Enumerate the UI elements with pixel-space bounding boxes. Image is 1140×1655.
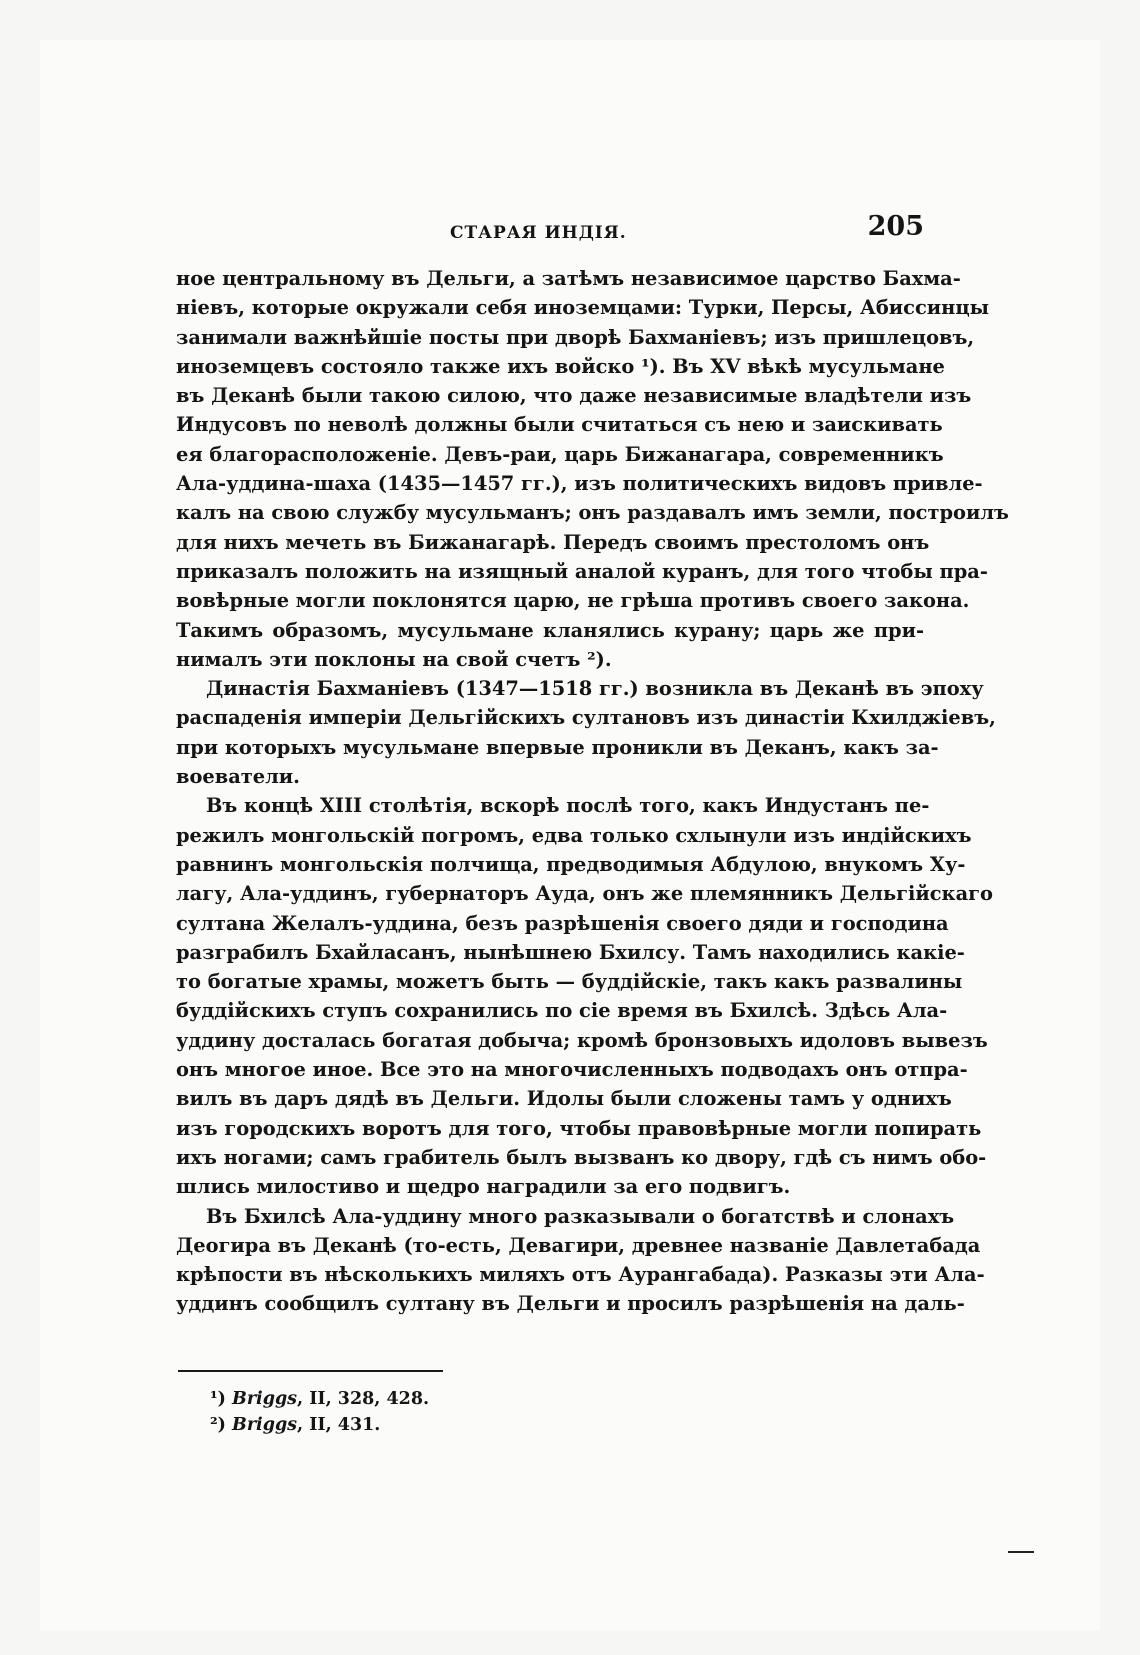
page-header	[176, 211, 924, 251]
text-line: воеватели.	[176, 765, 300, 789]
text-line: разграбилъ Бхайласанъ, нынѣшнею Бхилсу. Тамъ находились какіе-	[176, 940, 965, 964]
margin-mark	[1008, 1551, 1034, 1553]
paragraph	[176, 791, 993, 1201]
text-line: въ Деканѣ были такою силою, что даже независимые владѣтели изъ	[176, 384, 972, 408]
text-line: Въ Бхилсѣ Ала-уддину много разказывали о богатствѣ и слонахъ	[206, 1204, 955, 1228]
footnotes	[210, 1386, 610, 1438]
text-line: ея благорасположеніе. Девъ-раи, царь Бижанагара, современникъ	[176, 442, 944, 466]
text-line: для нихъ мечеть въ Бижанагарѣ. Передъ своимъ престоломъ онъ	[176, 530, 930, 554]
footnote-source: Briggs	[232, 1415, 298, 1435]
footnote-source: Briggs	[232, 1389, 298, 1409]
text-line: то богатые храмы, можетъ быть — буддійскіе, такъ какъ развалины	[176, 970, 963, 994]
text-line: султана Желалъ-уддина, безъ разрѣшенія своего дяди и господина	[176, 911, 949, 935]
text-line: нималъ эти поклоны на свой счетъ ²).	[176, 647, 612, 671]
text-line: режилъ монгольскій погромъ, едва только схлынули изъ индійскихъ	[176, 823, 972, 847]
text-line: уддинъ сообщилъ султану въ Дельги и просилъ разрѣшенія на даль-	[176, 1292, 965, 1316]
text-line: калъ на свою службу мусульманъ; онъ раздавалъ имъ земли, построилъ	[176, 501, 1009, 525]
text-line: занимали важнѣйшіе посты при дворѣ Бахманіевъ; изъ пришлецовъ,	[176, 325, 975, 349]
footnote	[210, 1386, 610, 1412]
text-line: Ала-уддина-шаха (1435—1457 гг.), изъ политическихъ видовъ привле-	[176, 472, 983, 496]
text-line: ихъ ногами; самъ грабитель былъ вызванъ ко двору, гдѣ съ нимъ обо-	[176, 1145, 987, 1169]
text-line: Индусовъ по неволѣ должны были считаться съ нею и заискивать	[176, 413, 943, 437]
text-line: ніевъ, которые окружали себя иноземцами: Турки, Персы, Абиссинцы	[176, 296, 990, 320]
text-line: шлись милостиво и щедро наградили за его подвигъ.	[176, 1175, 791, 1199]
text-line: иноземцевъ состояло также ихъ войско ¹). Въ XV вѣкѣ мусульмане	[176, 354, 945, 378]
text-line: вилъ въ даръ дядѣ въ Дельги. Идолы были сложены тамъ у однихъ	[176, 1087, 952, 1111]
text-line: при которыхъ мусульмане впервые проникли въ Деканъ, какъ за-	[176, 735, 939, 759]
text-line: буддійскихъ ступъ сохранились по сіе время въ Бхилсѣ. Здѣсь Ала-	[176, 999, 948, 1023]
text-line: онъ многое иное. Все это на многочисленныхъ подводахъ онъ отпра-	[176, 1058, 968, 1082]
footnote-ref: , II, 328, 428.	[297, 1389, 430, 1409]
text-line: приказалъ положить на изящный аналой куранъ, для того чтобы пра-	[176, 559, 988, 583]
text-line: равнинъ монгольскія полчища, предводимыя Абдулою, внукомъ Ху-	[176, 852, 966, 876]
text-line: Въ концѣ XIII столѣтія, вскорѣ послѣ того, какъ Индустанъ пе-	[206, 794, 930, 818]
page-number: 205	[867, 211, 924, 242]
text-line: Такимъ образомъ, мусульмане кланялись курану; царь же при-	[176, 618, 924, 642]
text-line: уддину досталась богатая добыча; кромѣ бронзовыхъ идоловъ вывезъ	[176, 1028, 988, 1052]
text-line: распаденія имперіи Дельгійскихъ султановъ изъ династіи Кхилджіевъ,	[176, 706, 996, 730]
text-line: Деогира въ Деканѣ (то-есть, Девагири, древнее названіе Давлетабада	[176, 1233, 981, 1257]
footnote	[210, 1412, 610, 1438]
text-line: ное центральному въ Дельги, а затѣмъ независимое царство Бахма-	[176, 267, 961, 290]
text-line: изъ городскихъ воротъ для того, чтобы правовѣрные могли попирать	[176, 1116, 982, 1140]
paragraph	[176, 264, 1009, 674]
footnote-mark: ¹)	[210, 1389, 226, 1409]
text-line: вовѣрные могли поклонятся царю, не грѣша противъ своего закона.	[176, 589, 970, 613]
running-head: СТАРАЯ ИНДІЯ.	[450, 223, 627, 243]
footnote-rule	[178, 1370, 443, 1372]
text-line: Династія Бахманіевъ (1347—1518 гг.) возникла въ Деканѣ въ эпоху	[206, 677, 984, 701]
body-text	[176, 264, 1009, 1319]
footnote-ref: , II, 431.	[297, 1415, 381, 1435]
footnote-mark: ²)	[210, 1415, 226, 1435]
text-line: лагу, Ала-уддинъ, губернаторъ Ауда, онъ же племянникъ Дельгійскаго	[176, 882, 993, 906]
text-line: крѣпости въ нѣсколькихъ миляхъ отъ Аурангабада). Разказы эти Ала-	[176, 1263, 985, 1287]
paragraph	[176, 1202, 985, 1319]
paragraph	[176, 674, 996, 791]
